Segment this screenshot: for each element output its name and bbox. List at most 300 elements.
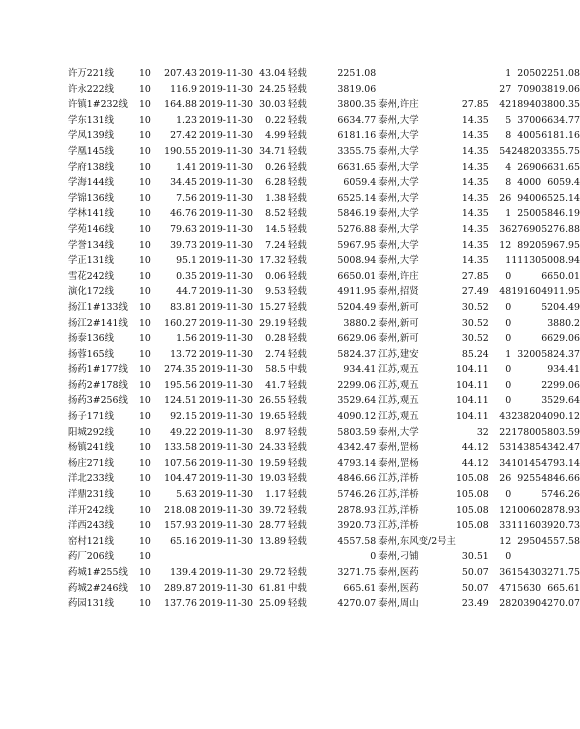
cell-capacity: 6059.4	[343, 177, 377, 189]
cell-capacity: 2878.93	[337, 504, 377, 516]
cell-line-name: 洋鼎231线	[68, 489, 115, 501]
cell-capacity: 4342.47	[337, 442, 377, 454]
cell-margin	[541, 549, 580, 565]
cell-distance: 27.49	[461, 286, 489, 298]
cell-line-name: 许万221线	[68, 68, 115, 79]
cell-date: 2019-11-30	[198, 177, 253, 189]
cell-customer-capacity: 9255	[517, 473, 542, 485]
cell-customer-capacity: 19160	[511, 286, 542, 298]
cell-voltage: 10	[138, 270, 151, 282]
cell-user-count: 0	[505, 364, 512, 376]
cell-substation: 江苏,观五	[378, 411, 419, 423]
cell-current-value: 274.35	[164, 364, 197, 376]
cell-load-rate: 1.17	[265, 489, 286, 501]
cell-load-level: 轻载	[288, 161, 307, 173]
cell-customer-capacity: 14385	[511, 442, 542, 454]
cell-line-name: 扬江2#141线	[68, 317, 128, 329]
cell-distance: 14.35	[461, 114, 489, 126]
cell-date: 2019-11-30	[198, 598, 253, 610]
table-row	[68, 393, 580, 409]
cell-margin: 4270.07	[541, 598, 580, 610]
cell-load-rate: 41.7	[265, 379, 286, 391]
cell-distance: 85.24	[461, 348, 489, 360]
cell-date: 2019-11-30	[198, 489, 253, 501]
cell-load-rate: 9.53	[265, 286, 286, 298]
cell-load-rate: 8.97	[265, 426, 286, 438]
cell-line-name: 扬药2#178线	[68, 379, 128, 391]
cell-distance: 27.85	[461, 99, 489, 111]
cell-load-rate: 30.03	[259, 99, 286, 111]
cell-user-count: 33	[499, 520, 512, 532]
cell-user-count: 1	[505, 348, 512, 360]
cell-date: 2019-11-30	[198, 192, 253, 204]
cell-line-name: 杨镇241线	[68, 442, 115, 454]
cell-date: 2019-11-30	[198, 520, 253, 532]
cell-current-value: 116.9	[170, 83, 197, 95]
cell-substation: 泰州,大学	[378, 239, 419, 251]
cell-voltage: 10	[138, 551, 151, 563]
cell-margin: 3355.75	[541, 145, 580, 157]
cell-load-rate: 43.04	[259, 68, 286, 79]
table-row	[68, 222, 580, 238]
cell-customer-capacity	[511, 378, 541, 394]
table-row	[68, 300, 580, 316]
cell-date: 2019-11-30	[198, 395, 253, 407]
cell-distance: 30.51	[461, 551, 489, 563]
cell-line-name: 扬药1#177线	[68, 364, 128, 376]
line-load-table	[68, 66, 580, 612]
cell-voltage: 10	[138, 145, 151, 157]
cell-date: 2019-11-30	[198, 270, 253, 282]
cell-capacity: 4270.07	[337, 598, 377, 610]
cell-current-value: 65.16	[170, 535, 197, 547]
cell-customer-capacity: 4000	[517, 177, 542, 189]
cell-line-name: 学林141线	[68, 208, 115, 220]
cell-date: 2019-11-30	[198, 348, 253, 360]
cell-user-count: 48	[499, 286, 512, 298]
cell-capacity: 0	[370, 551, 377, 563]
cell-substation: 泰州,大学	[378, 161, 419, 173]
cell-margin: 3800.35	[541, 99, 580, 111]
cell-load-level: 轻载	[288, 411, 307, 423]
table-body	[68, 66, 580, 612]
cell-current-value: 13.72	[170, 348, 197, 360]
cell-capacity: 665.61	[343, 582, 377, 594]
cell-capacity: 5967.95	[337, 239, 377, 251]
cell-distance: 104.11	[455, 395, 489, 407]
cell-load-rate: 0.26	[265, 161, 286, 173]
cell-margin: 5967.95	[541, 239, 580, 251]
table-row	[68, 425, 580, 441]
cell-customer-capacity: 20390	[511, 598, 542, 610]
cell-user-count: 36	[499, 223, 512, 235]
cell-load-level: 轻载	[288, 83, 307, 95]
cell-current-value: 164.88	[164, 99, 197, 111]
cell-capacity: 5008.94	[337, 255, 377, 267]
cell-current-value: 92.15	[170, 411, 197, 423]
cell-distance: 14.35	[461, 161, 489, 173]
cell-voltage: 10	[138, 177, 151, 189]
cell-current-value: 34.45	[170, 177, 197, 189]
cell-capacity: 6181.16	[337, 130, 377, 142]
cell-load-level: 中载	[288, 582, 307, 594]
cell-voltage: 10	[138, 317, 151, 329]
table-row	[68, 440, 580, 456]
cell-line-name: 扬蓉165线	[68, 348, 115, 360]
table-row	[68, 191, 580, 207]
cell-load-level: 轻载	[288, 535, 307, 547]
cell-capacity: 6525.14	[337, 192, 377, 204]
cell-substation: 江苏,建安	[378, 348, 419, 360]
cell-current-value: 27.42	[170, 130, 197, 142]
table-row	[68, 82, 580, 98]
cell-current-value: 39.73	[170, 239, 197, 251]
cell-capacity: 5276.88	[337, 223, 377, 235]
cell-substation: 江苏,洋桥	[378, 489, 419, 501]
cell-load-rate: 24.33	[259, 442, 286, 454]
cell-voltage: 10	[138, 301, 151, 313]
cell-load-rate: 19.65	[259, 411, 286, 423]
cell-load-level	[286, 549, 337, 565]
cell-date: 2019-11-30	[198, 535, 253, 547]
cell-current-value: 218.08	[164, 504, 197, 516]
cell-substation: 泰州,新可	[378, 333, 419, 345]
cell-date: 2019-11-30	[198, 567, 253, 578]
cell-customer-capacity	[511, 331, 541, 347]
cell-current-value: 289.87	[164, 582, 197, 594]
cell-user-count: 0	[505, 333, 512, 345]
cell-load-rate: 4.99	[265, 130, 286, 142]
cell-load-level: 轻载	[288, 270, 307, 282]
cell-load-rate: 26.55	[259, 395, 286, 407]
cell-user-count: 12	[499, 239, 512, 251]
table-row	[68, 238, 580, 254]
cell-load-rate: 7.24	[265, 239, 286, 251]
cell-substation: 泰州,大学	[378, 208, 419, 220]
cell-distance: 30.52	[461, 333, 489, 345]
cell-margin: 934.41	[547, 364, 580, 376]
cell-voltage: 10	[138, 582, 151, 594]
cell-load-rate	[256, 549, 286, 565]
cell-line-name: 药园131线	[68, 598, 115, 610]
cell-voltage: 10	[138, 473, 151, 485]
cell-distance: 44.12	[461, 442, 489, 454]
cell-user-count: 0	[505, 317, 512, 329]
cell-user-count: 0	[505, 489, 512, 501]
cell-margin: 5276.88	[541, 223, 580, 235]
cell-line-name: 学正131线	[68, 255, 115, 267]
cell-voltage: 10	[138, 535, 151, 547]
cell-load-level: 轻载	[288, 130, 307, 142]
cell-customer-capacity: 2690	[517, 161, 542, 173]
cell-distance: 105.08	[455, 489, 489, 501]
cell-load-level: 轻载	[288, 239, 307, 251]
cell-line-name: 洋开242线	[68, 504, 115, 516]
cell-user-count: 1	[505, 68, 512, 79]
cell-distance: 23.49	[461, 598, 489, 610]
cell-user-count: 54	[499, 145, 512, 157]
table-row	[68, 144, 580, 160]
cell-date: 2019-11-30	[198, 68, 253, 79]
cell-user-count: 26	[499, 473, 512, 485]
cell-margin: 6181.16	[541, 130, 580, 142]
cell-load-rate: 17.32	[259, 255, 286, 267]
cell-capacity: 5824.37	[337, 348, 377, 360]
cell-capacity: 3529.64	[337, 395, 377, 407]
cell-date: 2019-11-30	[198, 442, 253, 454]
cell-substation: 泰州,大学	[378, 255, 419, 267]
cell-current-value: 133.58	[164, 442, 197, 454]
cell-date: 2019-11-30	[198, 286, 253, 298]
cell-user-count: 12	[499, 504, 512, 516]
cell-load-level: 轻载	[288, 489, 307, 501]
cell-user-count: 8	[505, 177, 512, 189]
cell-margin: 4557.58	[541, 535, 580, 547]
table-row	[68, 362, 580, 378]
cell-margin: 4911.95	[541, 286, 580, 298]
cell-substation: 江苏,洋桥	[378, 473, 419, 485]
cell-substation: 江苏,洋桥	[378, 504, 419, 516]
cell-customer-capacity	[511, 269, 541, 285]
cell-date: 2019-11-30	[198, 582, 253, 594]
cell-line-name: 学凰145线	[68, 145, 115, 157]
cell-line-name: 雪花242线	[68, 270, 115, 282]
cell-load-rate: 8.52	[265, 208, 286, 220]
cell-substation: 泰州,周山	[378, 598, 419, 610]
cell-distance: 14.35	[461, 177, 489, 189]
table-row	[68, 471, 580, 487]
cell-user-count: 26	[499, 192, 512, 204]
cell-substation: 江苏,观五	[378, 364, 419, 376]
cell-date: 2019-11-30	[198, 145, 253, 157]
cell-current-value: 1.41	[176, 161, 197, 173]
cell-load-rate: 39.72	[259, 504, 286, 516]
cell-load-rate: 19.59	[259, 457, 286, 469]
cell-user-count: 22	[499, 426, 512, 438]
cell-load-rate: 0.06	[265, 270, 286, 282]
cell-line-name: 学海144线	[68, 177, 115, 189]
cell-margin: 2299.06	[541, 379, 580, 391]
cell-customer-capacity: 8920	[517, 239, 542, 251]
cell-user-count: 1	[505, 208, 512, 220]
cell-load-rate: 24.25	[259, 83, 286, 95]
cell-load-level: 轻载	[288, 567, 307, 578]
cell-customer-capacity	[511, 316, 541, 332]
cell-substation: 泰州,大学	[378, 426, 419, 438]
cell-voltage: 10	[138, 379, 151, 391]
cell-distance: 104.11	[455, 411, 489, 423]
cell-substation: 泰州,大学	[378, 114, 419, 126]
cell-voltage: 10	[138, 255, 151, 267]
cell-margin: 6525.14	[541, 192, 580, 204]
cell-date: 2019-11-30	[198, 301, 253, 313]
cell-margin: 3920.73	[541, 520, 580, 532]
cell-current-value: 1.56	[176, 333, 197, 345]
cell-margin: 4846.66	[541, 473, 580, 485]
cell-line-name: 药城1#255线	[68, 567, 128, 578]
cell-load-level: 轻载	[288, 208, 307, 220]
cell-load-rate: 61.81	[259, 582, 286, 594]
table-row	[68, 347, 580, 363]
cell-voltage: 10	[138, 411, 151, 423]
cell-voltage: 10	[138, 426, 151, 438]
cell-capacity: 5746.26	[337, 489, 377, 501]
table-row	[68, 596, 580, 612]
cell-date: 2019-11-30	[198, 161, 253, 173]
cell-current-value: 124.51	[164, 395, 197, 407]
cell-margin: 4090.12	[541, 411, 580, 423]
cell-margin: 3880.2	[547, 317, 580, 329]
cell-customer-capacity: 10060	[511, 504, 542, 516]
cell-distance: 27.85	[461, 270, 489, 282]
cell-margin: 6631.65	[541, 161, 580, 173]
cell-current-value: 207.43	[164, 68, 197, 79]
cell-voltage: 10	[138, 161, 151, 173]
cell-voltage: 10	[138, 114, 151, 126]
cell-line-name: 药厂206线	[68, 551, 115, 563]
cell-margin: 5824.37	[541, 348, 580, 360]
cell-margin: 5746.26	[541, 489, 580, 501]
cell-user-count: 43	[499, 411, 512, 423]
cell-line-name: 许永222线	[68, 83, 115, 95]
cell-substation: 泰州,许庄	[378, 99, 419, 111]
cell-line-name: 学誉134线	[68, 239, 115, 251]
cell-capacity: 2299.06	[337, 379, 377, 391]
cell-distance: 14.35	[461, 255, 489, 267]
cell-voltage: 10	[138, 130, 151, 142]
cell-line-name: 学东131线	[68, 114, 115, 126]
cell-margin: 4793.14	[541, 457, 580, 469]
cell-date: 2019-11-30	[198, 223, 253, 235]
table-row	[68, 487, 580, 503]
cell-load-level: 轻载	[288, 177, 307, 189]
cell-load-level: 轻载	[288, 333, 307, 345]
cell-date: 2019-11-30	[198, 317, 253, 329]
table-row	[68, 128, 580, 144]
cell-substation: 泰州,招贤	[378, 286, 419, 298]
cell-current-value: 139.4	[170, 567, 197, 578]
cell-substation: 泰州,罡杨	[378, 457, 419, 469]
cell-substation: 泰州,大学	[378, 145, 419, 157]
cell-load-rate: 58.5	[265, 364, 286, 376]
cell-current-value: 5.63	[176, 489, 197, 501]
cell-load-rate: 13.89	[259, 535, 286, 547]
table-row	[68, 269, 580, 285]
cell-load-rate: 28.77	[259, 520, 286, 532]
cell-voltage: 10	[138, 567, 151, 578]
cell-date: 2019-11-30	[198, 208, 253, 220]
cell-substation: 泰州,医药	[378, 567, 419, 578]
cell-substation: 泰州,大学	[378, 192, 419, 204]
table-row	[68, 378, 580, 394]
cell-customer-capacity	[511, 487, 541, 503]
cell-substation: 江苏,洋桥	[378, 520, 419, 532]
cell-voltage: 10	[138, 83, 151, 95]
cell-distance: 104.11	[455, 364, 489, 376]
cell-date: 2019-11-30	[198, 379, 253, 391]
cell-distance: 14.35	[461, 223, 489, 235]
cell-voltage: 10	[138, 192, 151, 204]
cell-customer-capacity: 23820	[511, 411, 542, 423]
cell-load-rate: 15.27	[259, 301, 286, 313]
cell-load-rate: 0.22	[265, 114, 286, 126]
cell-margin: 5204.49	[541, 301, 580, 313]
cell-load-level: 轻载	[288, 520, 307, 532]
cell-date: 2019-11-30	[198, 333, 253, 345]
cell-load-rate: 29.19	[259, 317, 286, 329]
cell-substation: 江苏,观五	[378, 379, 419, 391]
cell-load-level: 轻载	[288, 114, 307, 126]
cell-margin: 3271.75	[541, 567, 580, 578]
cell-customer-capacity: 7090	[517, 83, 542, 95]
cell-line-name: 学锦136线	[68, 192, 115, 204]
cell-voltage: 10	[138, 504, 151, 516]
cell-customer-capacity: 15430	[511, 567, 542, 578]
cell-customer-capacity: 24820	[511, 145, 542, 157]
cell-voltage: 10	[138, 457, 151, 469]
cell-load-level: 轻载	[288, 145, 307, 157]
cell-line-name: 窑村121线	[68, 535, 115, 547]
cell-distance: 14.35	[461, 239, 489, 251]
cell-distance: 30.52	[461, 317, 489, 329]
cell-capacity: 6631.65	[337, 161, 377, 173]
cell-user-count: 8	[505, 130, 512, 142]
table-row	[68, 503, 580, 519]
cell-distance: 104.11	[455, 379, 489, 391]
cell-customer-capacity: 3700	[517, 114, 542, 126]
cell-load-level: 轻载	[288, 255, 307, 267]
cell-customer-capacity: 2500	[517, 208, 542, 220]
cell-margin: 6634.77	[541, 114, 580, 126]
cell-load-rate: 34.71	[259, 145, 286, 157]
cell-current-value: 1.23	[176, 114, 197, 126]
cell-voltage: 10	[138, 239, 151, 251]
cell-margin: 5008.94	[541, 255, 580, 267]
cell-distance: 50.07	[461, 567, 489, 578]
cell-voltage: 10	[138, 333, 151, 345]
table-row	[68, 97, 580, 113]
cell-capacity: 5846.19	[337, 208, 377, 220]
cell-customer-capacity	[511, 549, 541, 565]
table-row	[68, 206, 580, 222]
cell-distance: 50.07	[461, 582, 489, 594]
cell-load-rate: 29.72	[259, 567, 286, 578]
cell-capacity: 4911.95	[337, 286, 377, 298]
cell-load-rate: 14.5	[265, 223, 286, 235]
cell-load-level: 轻载	[288, 504, 307, 516]
cell-user-count: 4	[505, 161, 512, 173]
cell-distance: 14.35	[461, 208, 489, 220]
cell-distance: 105.08	[455, 520, 489, 532]
cell-load-level: 轻载	[288, 192, 307, 204]
table-row	[68, 456, 580, 472]
cell-voltage: 10	[138, 223, 151, 235]
cell-load-level: 轻载	[288, 223, 307, 235]
cell-capacity: 4846.66	[337, 473, 377, 485]
cell-margin: 6629.06	[541, 333, 580, 345]
cell-current-value: 0.35	[176, 270, 197, 282]
cell-current-value: 7.56	[176, 192, 197, 204]
cell-current-value: 157.93	[164, 520, 197, 532]
cell-substation: 泰州,新可	[378, 317, 419, 329]
cell-customer-capacity	[511, 393, 541, 409]
cell-line-name: 洋西243线	[68, 520, 115, 532]
cell-line-name: 药城2#246线	[68, 582, 128, 594]
cell-current-value: 83.81	[170, 301, 197, 313]
cell-load-level: 轻载	[288, 286, 307, 298]
cell-voltage: 10	[138, 348, 151, 360]
cell-margin: 2251.08	[541, 68, 580, 79]
